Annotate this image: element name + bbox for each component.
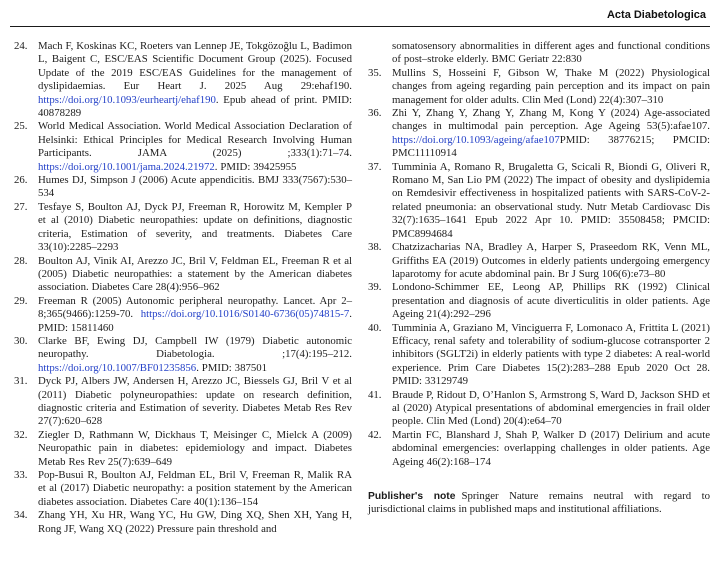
references-column-right-list [368,40,710,469]
reference-text: Zhi Y, Zhang Y, Zhang Y, Zhang M, Kong Y (2024) Age-associated changes in multimodal pain perception. Age Ageing 53(5):afae107. https://doi.org/10.1093/ageing/afae107PMID: 38776215; PMCID: PMC11110914 [392,107,710,160]
reference-text: Martin FC, Blanshard J, Shah P, Walker D (2017) Delirium and acute abdominal emergencies: overlapping challenges in older patients. Age Ageing 46(2):168–174 [392,428,710,468]
reference-item [368,241,710,281]
reference-text: Tumminia A, Graziano M, Vinciguerra F, Lomonaco A, Frittita L (2021) Efficacy, renal safety and tolerability of sodium-glucose cotransporter 2 inhibitors (SGLT2i) in elderly patients with type 2 diabetes: A real-world experience. Prim Care Diabetes 15(2):283–288 Epub 2020 Oct 28. PMID: 33129749 [392,321,710,388]
reference-number: 37. [368,160,382,173]
reference-text: somatosensory abnormalities in different ages and functional conditions of post–stroke elderly. BMC Geriatr 22:830 [392,40,710,66]
reference-number: 26. [14,174,28,187]
reference-text: Mach F, Koskinas KC, Roeters van Lennep JE, Tokgözoğlu L, Badimon L, Baigent C, ESC/EAS Scientific Document Group (2025). Focused Update of the 2019 ESC/EAS Guidelines for the management of dyslipidaemias. Eur Heart J. 2025 Aug 29:ehaf190. https://doi.org/10.1093/eurheartj/ehaf190. Epub ahead of print. PMID: 40878289 [38,40,352,120]
doi-link[interactable]: https://doi.org/10.1001/jama.2024.21972 [38,160,215,173]
reference-text: Boulton AJ, Vinik AI, Arezzo JC, Bril V, Feldman EL, Freeman R et al (2005) Diabetic neuropathies: a statement by the American diabetes association. Diabetes Care 28(4):956–962 [38,254,352,294]
references-column-left [14,40,352,536]
doi-link[interactable]: https://doi.org/10.1007/BF01235856 [38,361,197,374]
doi-link[interactable]: https://doi.org/10.1093/eurheartj/ehaf190 [38,93,216,106]
reference-text: Freeman R (2005) Autonomic peripheral neuropathy. Lancet. Apr 2–8;365(9466):1259-70. https://doi.org/10.1016/S0140-6736(05)74815-7. PMID: 15811460 [38,294,352,334]
reference-number: 24. [14,40,28,52]
reference-item [14,335,352,375]
references-section [14,40,710,536]
reference-number: 40. [368,321,382,334]
reference-number: 27. [14,200,28,213]
reference-item [368,281,710,321]
reference-number: 35. [368,66,382,79]
reference-item [14,429,352,469]
reference-number: 28. [14,254,28,267]
reference-number: 30. [14,334,28,347]
reference-continuation [368,40,710,67]
reference-number: 33. [14,469,28,481]
reference-item [14,295,352,335]
reference-text: Ziegler D, Rathmann W, Dickhaus T, Meisinger C, Mielck A (2009) Neuropathic pain in diabetes: epidemiology and impact. Diabetes Metab Res Rev 25(7):639–649 [38,428,352,468]
reference-text: Mullins S, Hosseini F, Gibson W, Thake M (2022) Physiological changes from ageing regarding pain perception and its impact on pain management for older adults. Clin Med (Lond) 22(4):307–310 [392,66,710,106]
reference-text: Zhang YH, Xu HR, Wang YC, Hu GW, Ding XQ, Shen XH, Yang H, Rong JF, Wang XQ (2022) Pressure pain threshold and [38,509,352,535]
page-header [14,5,710,23]
reference-item [14,509,352,536]
references-column-right [368,40,710,536]
reference-number: 31. [14,375,28,388]
doi-link[interactable]: https://doi.org/10.1016/S0140-6736(05)74815-7 [140,308,350,321]
publisher-note-text: Springer Nature remains neutral with regard to jurisdictional claims in published maps and institutional affiliations. [368,490,710,516]
reference-text: Londono-Schimmer EE, Leong AP, Phillips RK (1992) Clinical presentation and diagnosis of acute diverticulitis in older patients. Age Ageing 21(4):292–296 [392,281,710,321]
reference-item [14,255,352,295]
reference-text: Clarke BF, Ewing DJ, Campbell IW (1979) Diabetic autonomic neuropathy. Diabetologia. ;17(4):195–212. https://doi.org/10.1007/BF01235856. PMID: 387501 [38,334,352,374]
publisher-note [368,490,710,517]
reference-item [14,120,352,174]
reference-text: Tumminia A, Romano R, Brugaletta G, Scicali R, Biondi G, Oliveri R, Romano M, San Lio PM (2022) The impact of obesity and dyslipidemia on Remdesivir effectiveness in hospitalized patients with SARS-CoV-2-related pneumonia: an observational study. Nutr Metab Cardiovasc Dis 32(7):1635–1641 Epub 2022 Apr 10. PMID: 35508458; PMCID: PMC8994684 [392,160,710,240]
reference-item [14,375,352,429]
reference-text: Tesfaye S, Boulton AJ, Dyck PJ, Freeman R, Horowitz M, Kempler P et al (2010) Diabetic neuropathies: update on definitions, diagnostic criteria, Estimation of severity, and treatments. Diabetes Care 33(10):2285–2293 [38,200,352,254]
reference-item [368,161,710,241]
reference-number: 25. [14,120,28,133]
reference-item [368,389,710,429]
reference-text: Braude P, Ridout D, O’Hanlon S, Armstrong S, Ward D, Jackson SHD et al (2020) Atypical presentations of abdominal emergencies in frail older people. Clin Med (Lond) 20(4):e64–70 [392,388,710,428]
reference-item [368,322,710,389]
reference-number: 32. [14,428,28,441]
reference-item [14,40,352,120]
reference-item [368,429,710,469]
reference-item [14,201,352,255]
reference-item [368,67,710,107]
reference-number: 41. [368,388,382,401]
reference-item [368,107,710,161]
reference-text: Humes DJ, Simpson J (2006) Acute appendicitis. BMJ 333(7567):530–534 [38,174,352,200]
reference-number: 36. [368,107,382,120]
reference-item [14,469,352,509]
journal-header: Acta Diabetologica [606,9,706,21]
reference-text: Dyck PJ, Albers JW, Andersen H, Arezzo JC, Biessels GJ, Bril V et al (2011) Diabetic polyneuropathies: update on research definition, diagnostic criteria and Estimation of severity. Diabetes Metab Res Rev 27(7):620–628 [38,375,352,428]
reference-number: 34. [14,509,28,522]
reference-number: 39. [368,281,382,294]
header-rule [10,26,710,27]
reference-item [14,174,352,201]
reference-number: 38. [368,241,382,254]
reference-number: 42. [368,428,382,441]
publisher-note-label: Publisher's note [368,491,456,502]
reference-text: Chatzizacharias NA, Bradley A, Harper S, Praseedom RK, Venn ML, Griffiths EA (2019) Outcomes in elderly patients undergoing emergency laparotomy for acute abdominal pain. Br J Surg 106(6):e73–80 [392,241,710,280]
reference-text: Pop-Busui R, Boulton AJ, Feldman EL, Bril V, Freeman R, Malik RA et al (2017) Diabetic neuropathy: a position statement by the American diabetes association. Diabetes Care 40(1):136–154 [38,469,352,508]
reference-number: 29. [14,294,28,307]
reference-text: World Medical Association. World Medical Association Declaration of Helsinki: Ethical Principles for Medical Research Involving Human Participants. JAMA (2025) ;333(1):71–74. https://doi.org/10.1001/jama.2024.21972. PMID: 39425955 [38,120,352,173]
doi-link[interactable]: https://doi.org/10.1093/ageing/afae107 [392,133,560,146]
